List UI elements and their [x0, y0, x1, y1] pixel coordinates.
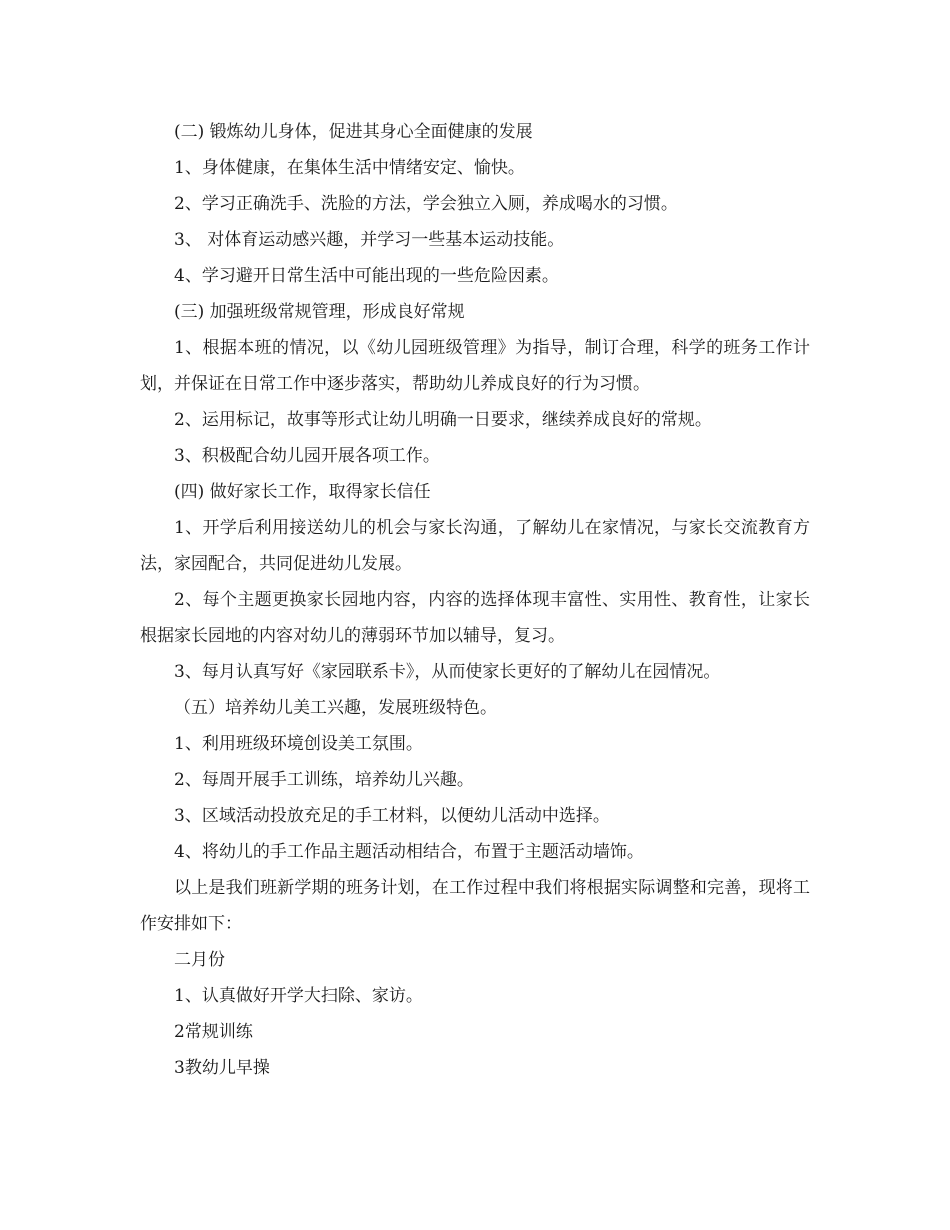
list-item: 1、认真做好开学大扫除、家访。: [174, 986, 423, 1006]
document-body: [140, 114, 810, 1086]
list-item: 1、利用班级环境创设美工氛围。: [174, 734, 423, 754]
list-item: 3、每月认真写好《家园联系卡》，从而使家长更好的了解幼儿在园情况。: [174, 662, 721, 682]
section-heading-4: (四) 做好家长工作，取得家长信任: [174, 482, 431, 502]
list-item: 1、开学后利用接送幼儿的机会与家长沟通，了解幼儿在家情况，与家长交流教育方法，家园配合，共同促进幼儿发展。: [140, 518, 810, 574]
list-item: 3教幼儿早操: [174, 1058, 270, 1078]
list-item: 1、根据本班的情况，以《幼儿园班级管理》为指导，制订合理，科学的班务工作计划，并保证在日常工作中逐步落实，帮助幼儿养成良好的行为习惯。: [140, 338, 810, 394]
list-item: 3、 对体育运动感兴趣，并学习一些基本运动技能。: [174, 230, 565, 250]
body-paragraph: 以上是我们班新学期的班务计划，在工作过程中我们将根据实际调整和完善，现将工作安排如下：: [140, 878, 810, 934]
list-item: 2、学习正确洗手、洗脸的方法，学会独立入厕，养成喝水的习惯。: [174, 194, 678, 214]
list-item: 4、将幼儿的手工作品主题活动相结合，布置于主题活动墙饰。: [174, 842, 644, 862]
section-heading-3: (三) 加强班级常规管理，形成良好常规: [174, 302, 465, 322]
list-item: 2、运用标记，故事等形式让幼儿明确一日要求，继续养成良好的常规。: [174, 410, 712, 430]
list-item: 3、积极配合幼儿园开展各项工作。: [174, 446, 440, 466]
section-heading-5: （五）培养幼儿美工兴趣，发展班级特色。: [174, 698, 497, 718]
list-item: 2、每周开展手工训练，培养幼儿兴趣。: [174, 770, 474, 790]
list-item: 4、学习避开日常生活中可能出现的一些危险因素。: [174, 266, 559, 286]
month-heading: 二月份: [174, 950, 225, 970]
section-heading-2: (二) 锻炼幼儿身体，促进其身心全面健康的发展: [174, 122, 533, 142]
list-item: 2、每个主题更换家长园地内容，内容的选择体现丰富性、实用性、教育性，让家长根据家长园地的内容对幼儿的薄弱环节加以辅导，复习。: [140, 590, 810, 646]
list-item: 3、区域活动投放充足的手工材料，以便幼儿活动中选择。: [174, 806, 610, 826]
list-item: 2常规训练: [174, 1022, 253, 1042]
list-item: 1、身体健康，在集体生活中情绪安定、愉快。: [174, 158, 525, 178]
